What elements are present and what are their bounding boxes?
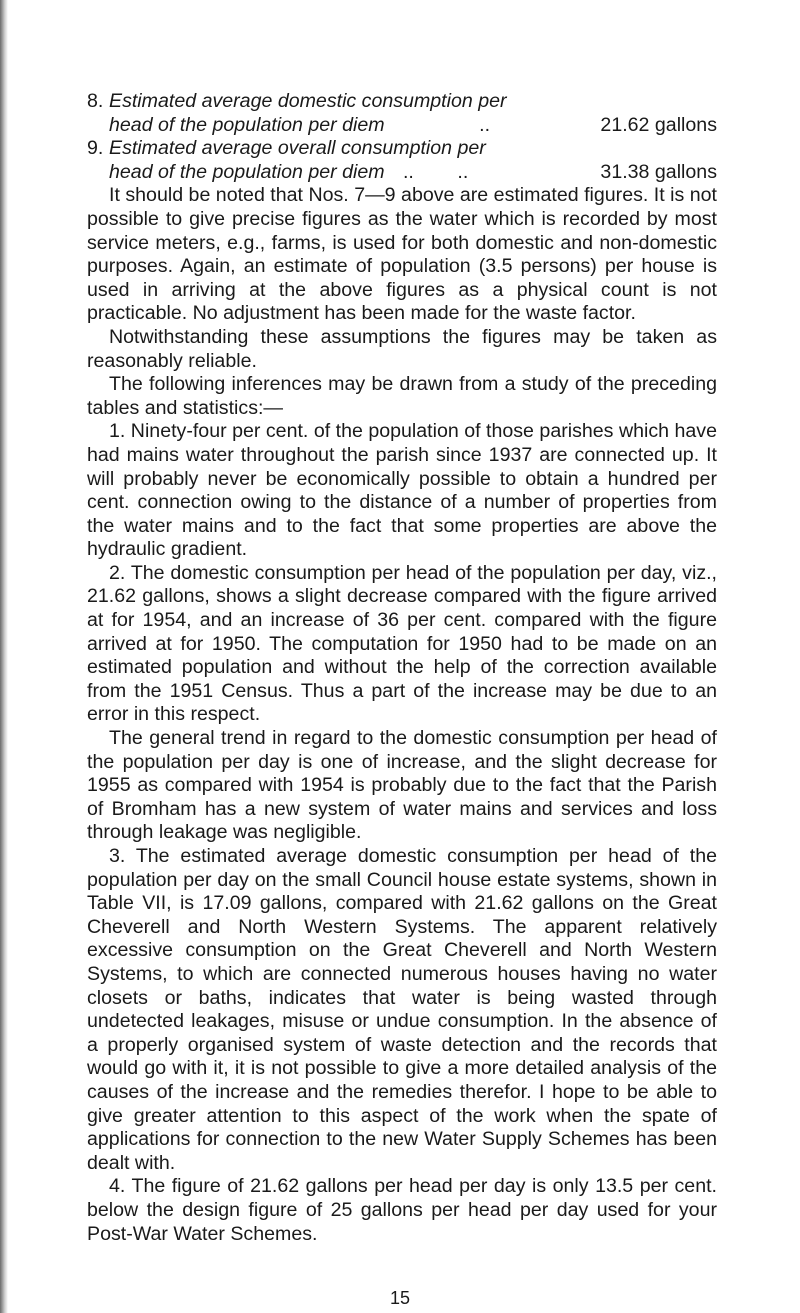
item-label-line1: Estimated average domestic consumption per: [109, 90, 507, 112]
paragraph-inference-4: 4. The figure of 21.62 gallons per head per day is only 13.5 per cent. below the design figure of 25 gallons per head per day used for your Post-War Water Schemes.: [87, 1175, 717, 1245]
item-label-line1: Estimated average overall consumption per: [109, 137, 486, 160]
paragraph-general-trend: The general trend in regard to the domestic consumption per head of the population per day is one of increase, and the slight decrease for 1955 as compared with 1954 is probably due to the fact that the Parish of Bromham has a new system of water mains and services and loss through leakage was negligible.: [87, 727, 717, 844]
paragraph-inference-2: 2. The domestic consumption per head of the population per day, viz., 21.62 gallons, shows a slight decrease compared with the figure arrived at for 1954, and an increase of 36 per cent. compared with the figure arrived at for 1950. The computation for 1950 had to be made on an estimated population and without the help of the correction available from the 1951 Census. Thus a part of the increase may be due to an error in this respect.: [87, 561, 717, 726]
paragraph-inference-3: 3. The estimated average domestic consumption per head of the population per day on the small Council house estate systems, shown in Table VII, is 17.09 gallons, compared with 21.62 gallons on the Great Cheverell and North Western Systems. The apparent relatively excessive consumption on the Great Cheverell and North Western Systems, to which are connected numerous houses having no water closets or baths, indicates that water is being wasted through undetected leakages, misuse or undue consumption. In the absence of a properly organised system of waste detection and the records that would go with it, it is not possible to give a more detailed analysis of the causes of the increase and the remedies therefor. I hope to be able to give greater attention to this aspect of the work when the spate of applications for connection to the new Water Supply Schemes has been dealt with.: [87, 845, 717, 1174]
paragraph-reliability: Notwithstanding these assumptions the figures may be taken as reasonably reliable.: [87, 325, 717, 372]
leader-dots: ..: [479, 113, 491, 136]
paragraph-inferences-intro: The following inferences may be drawn from a study of the preceding tables and statistics:—: [87, 373, 717, 419]
item-number: 9.: [87, 137, 104, 160]
item-number: 8.: [87, 90, 104, 112]
document-page: [87, 90, 717, 1246]
numbered-item-8: [87, 90, 717, 137]
item-value: 31.38 gallons: [600, 160, 717, 183]
item-label-line2: head of the population per diem: [109, 160, 385, 183]
item-label-line2: head of the population per diem: [109, 113, 385, 136]
paragraph-inference-1: 1. Ninety-four per cent. of the population of those parishes which have had mains water throughout the parish since 1937 are connected up. It will probably never be economically possible to obtain a hundred per cent. connection owing to the distance of a number of properties from the water mains and to the fact that some properties are above the hydraulic gradient.: [87, 420, 717, 561]
numbered-item-9: [87, 137, 717, 184]
item-value: 21.62 gallons: [600, 113, 717, 136]
leader-dots: .. ..: [402, 160, 469, 183]
paragraph-estimated-figures: It should be noted that Nos. 7—9 above are estimated figures. It is not possible to give precise figures as the water which is recorded by most service meters, e.g., farms, is used for both domestic and non-domestic purposes. Again, an estimate of population (3.5 persons) per house is used in arriving at the above figures as a physical count is not practicable. No adjustment has been made for the waste factor.: [87, 184, 717, 325]
page-edge-shadow: [0, 0, 8, 1313]
page-number: 15: [389, 1288, 411, 1308]
